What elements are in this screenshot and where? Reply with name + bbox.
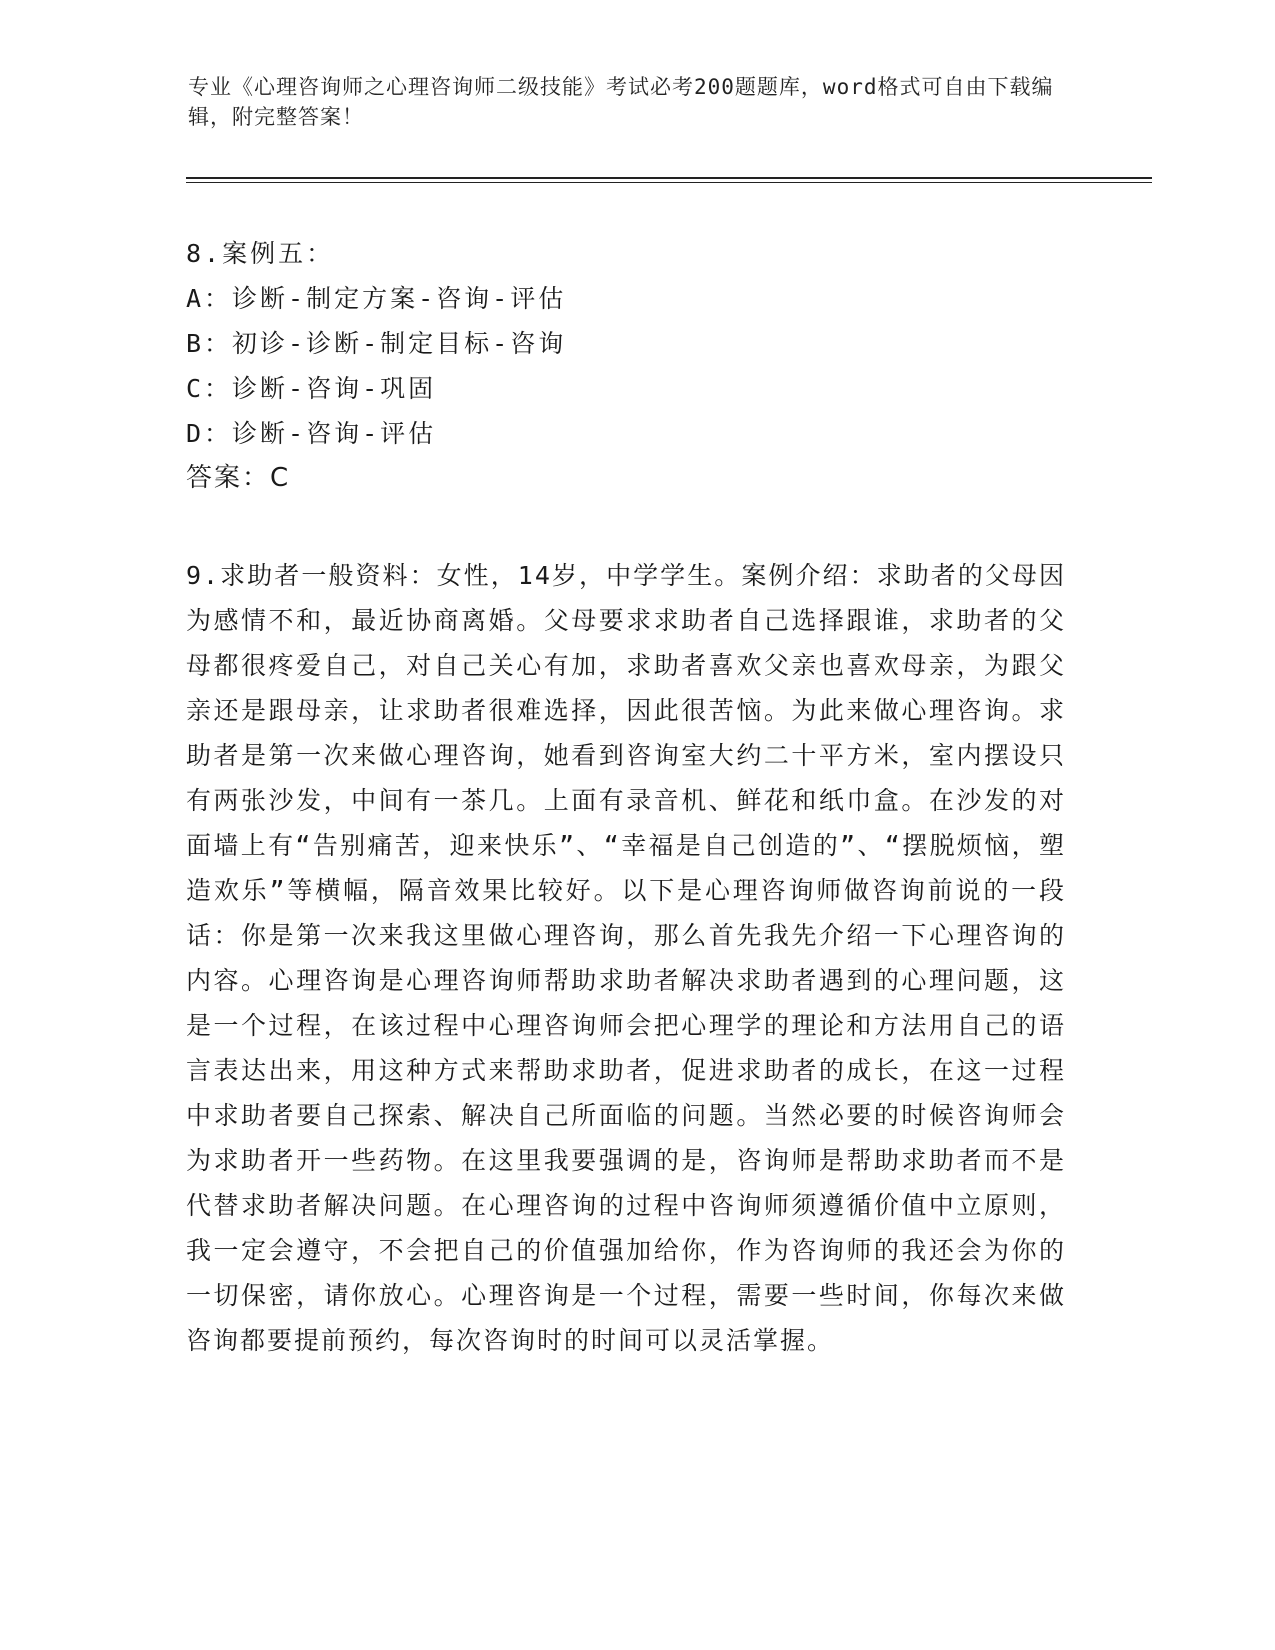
header-divider-thick <box>186 177 1152 179</box>
question-8-option-d: D：诊断-咨询-评估 <box>186 419 437 448</box>
question-8-option-c: C：诊断-咨询-巩固 <box>186 374 437 403</box>
question-8-option-b: B：初诊-诊断-制定目标-咨询 <box>186 329 567 358</box>
question-8-option-a: A：诊断-制定方案-咨询-评估 <box>186 284 567 313</box>
question-8 <box>186 231 1086 501</box>
document-header: 专业《心理咨询师之心理咨询师二级技能》考试必考200题题库，word格式可自由下载编辑，附完整答案！ <box>188 75 1054 129</box>
question-9-text: 9.求助者一般资料：女性，14岁，中学学生。案例介绍：求助者的父母因为感情不和，最近协商离婚。父母要求求助者自己选择跟谁，求助者的父母都很疼爱自己，对自己关心有加，求助者喜欢父亲也喜欢母亲，为跟父亲还是跟母亲，让求助者很难选择，因此很苦恼。为此来做心理咨询。求助者是第一次来做心理咨询，她看到咨询室大约二十平方米，室内摆设只有两张沙发，中间有一茶几。上面有录音机、鲜花和纸巾盒。在沙发的对面墙上有“告别痛苦，迎来快乐”、“幸福是自己创造的”、“摆脱烦恼，塑造欢乐”等横幅，隔音效果比较好。以下是心理咨询师做咨询前说的一段话：你是第一次来我这里做心理咨询，那么首先我先介绍一下心理咨询的内容。心理咨询是心理咨询师帮助求助者解决求助者遇到的心理问题，这是一个过程，在该过程中心理咨询师会把心理学的理论和方法用自己的语言表达出来，用这种方式来帮助求助者，促进求助者的成长，在这一过程中求助者要自己探索、解决自己所面临的问题。当然必要的时候咨询师会为求助者开一些药物。在这里我要强调的是，咨询师是帮助求助者而不是代替求助者解决问题。在心理咨询的过程中咨询师须遵循价值中立原则，我一定会遵守，不会把自己的价值强加给你，作为咨询师的我还会为你的一切保密，请你放心。心理咨询是一个过程，需要一些时间，你每次来做咨询都要提前预约，每次咨询时的时间可以灵活掌握。 <box>186 561 1066 1355</box>
question-8-stem: 8.案例五： <box>186 239 335 268</box>
header-divider-thin <box>186 182 1152 183</box>
question-8-answer: 答案：C <box>186 463 291 493</box>
